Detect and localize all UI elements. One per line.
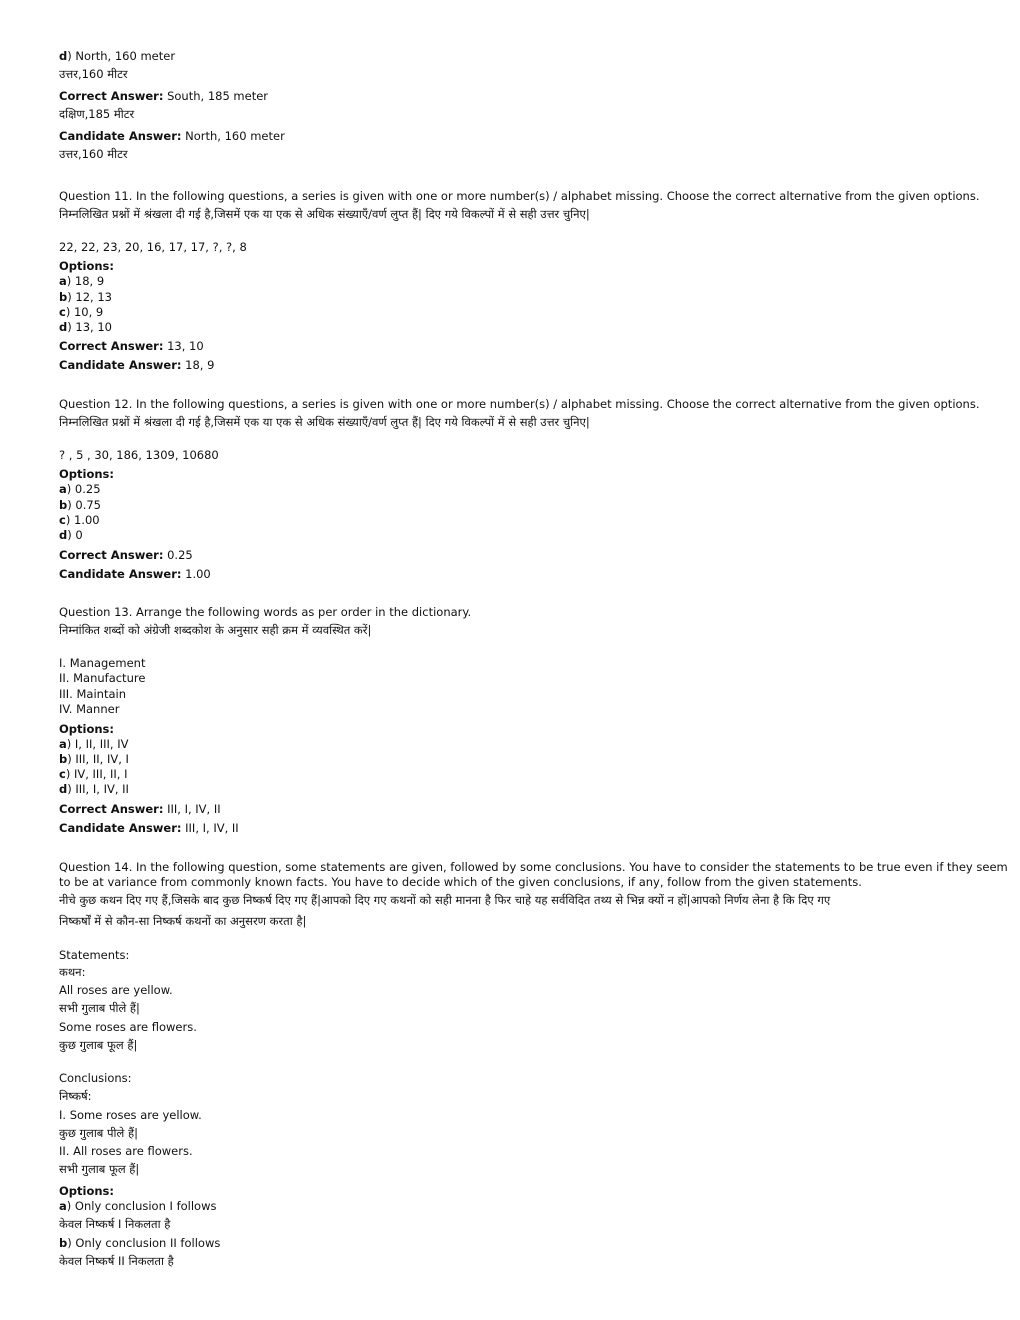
q11-correct-answer bbox=[59, 338, 204, 354]
q14-statement-hindi: कुछ गुलाब फूल हैं| bbox=[59, 1038, 138, 1052]
option-letter: d bbox=[59, 49, 68, 63]
option-text: ) 0.75 bbox=[67, 498, 101, 512]
correct-value: 13, 10 bbox=[163, 339, 204, 353]
option-text: ) IV, III, II, I bbox=[65, 767, 128, 781]
correct-label: Correct Answer: bbox=[59, 548, 164, 562]
q13-option-d bbox=[59, 781, 129, 797]
q11-candidate-answer bbox=[59, 357, 214, 373]
correct-value: 0.25 bbox=[163, 548, 193, 562]
q13-question-hindi: निम्नांकित शब्दों को अंग्रेजी शब्दकोश के अनुसार सही क्रम में व्यवस्थित करें| bbox=[59, 623, 372, 637]
correct-value: South, 185 meter bbox=[163, 89, 269, 103]
correct-label: Correct Answer: bbox=[59, 339, 164, 353]
option-letter: c bbox=[59, 767, 66, 781]
q10-correct-answer-hindi: दक्षिण,185 मीटर bbox=[59, 107, 135, 121]
option-letter: c bbox=[59, 305, 66, 319]
q13-options-label: Options: bbox=[59, 722, 114, 736]
q14-statement: Some roses are flowers. bbox=[59, 1020, 197, 1034]
candidate-label: Candidate Answer: bbox=[59, 821, 182, 835]
q14-option-b bbox=[59, 1235, 220, 1251]
q13-correct-answer bbox=[59, 801, 221, 817]
q12-question: Question 12. In the following questions, a series is given with one or more number(s) / alphabet missing. Choose the correct alternative from the given options. bbox=[59, 397, 980, 411]
q12-option-b bbox=[59, 497, 101, 513]
option-text: ) III, I, IV, II bbox=[67, 782, 129, 796]
candidate-label: Candidate Answer: bbox=[59, 567, 182, 581]
q12-correct-answer bbox=[59, 547, 193, 563]
q14-option-b-hindi: केवल निष्कर्ष II निकलता है bbox=[59, 1254, 174, 1268]
q10-correct-answer bbox=[59, 88, 268, 104]
option-text: ) III, II, IV, I bbox=[67, 752, 129, 766]
option-letter: b bbox=[59, 1236, 68, 1250]
q12-options-label: Options: bbox=[59, 467, 114, 481]
q14-question-hindi-cont: निष्कर्षों में से कौन-सा निष्कर्ष कथनों का अनुसरण करता है| bbox=[59, 914, 307, 928]
q10-candidate-answer bbox=[59, 128, 285, 144]
q14-conclusion-hindi: कुछ गुलाब पीले हैं| bbox=[59, 1126, 138, 1140]
option-letter: b bbox=[59, 498, 68, 512]
q11-series: 22, 22, 23, 20, 16, 17, 17, ?, ?, 8 bbox=[59, 240, 247, 254]
q10-option-d-hindi: उत्तर,160 मीटर bbox=[59, 67, 128, 81]
q12-option-d bbox=[59, 527, 83, 543]
q14-statement: All roses are yellow. bbox=[59, 983, 173, 997]
q11-question: Question 11. In the following questions, a series is given with one or more number(s) / alphabet missing. Choose the correct alternative from the given options. bbox=[59, 189, 980, 203]
q13-option-b bbox=[59, 751, 129, 767]
q14-conclusion: II. All roses are flowers. bbox=[59, 1144, 193, 1158]
q14-conclusion-hindi: सभी गुलाब फूल हैं| bbox=[59, 1162, 140, 1176]
option-letter: a bbox=[59, 737, 67, 751]
option-text: ) 18, 9 bbox=[66, 274, 105, 288]
option-letter: b bbox=[59, 290, 68, 304]
candidate-label: Candidate Answer: bbox=[59, 358, 182, 372]
q14-statements-label: Statements: bbox=[59, 948, 130, 962]
option-text: ) 13, 10 bbox=[67, 320, 112, 334]
option-letter: a bbox=[59, 1199, 67, 1213]
q11-question-hindi: निम्नलिखित प्रश्नों में श्रंखला दी गई है,जिसमें एक या एक से अधिक संख्याएँ/वर्ण लुप्त हैं| दिए गये विकल्पों में से सही उत्तर चुनिए| bbox=[59, 207, 590, 221]
q13-candidate-answer bbox=[59, 820, 239, 836]
option-letter: a bbox=[59, 482, 67, 496]
q12-option-a bbox=[59, 481, 101, 497]
q13-option-a bbox=[59, 736, 128, 752]
option-text: ) 0.25 bbox=[66, 482, 101, 496]
option-letter: d bbox=[59, 528, 68, 542]
q12-candidate-answer bbox=[59, 566, 211, 582]
correct-value: III, I, IV, II bbox=[163, 802, 221, 816]
q14-statement-hindi: सभी गुलाब पीले हैं| bbox=[59, 1001, 140, 1015]
candidate-value: 18, 9 bbox=[181, 358, 215, 372]
candidate-value: III, I, IV, II bbox=[181, 821, 239, 835]
option-letter: b bbox=[59, 752, 68, 766]
option-letter: d bbox=[59, 320, 68, 334]
q14-option-a-hindi: केवल निष्कर्ष I निकलता है bbox=[59, 1217, 171, 1231]
q14-option-a bbox=[59, 1198, 216, 1214]
option-letter: c bbox=[59, 513, 66, 527]
candidate-label: Candidate Answer: bbox=[59, 129, 182, 143]
option-letter: d bbox=[59, 782, 68, 796]
q14-options-label: Options: bbox=[59, 1184, 114, 1198]
q11-option-b bbox=[59, 289, 112, 305]
option-text: ) North, 160 meter bbox=[67, 49, 176, 63]
option-letter: a bbox=[59, 274, 67, 288]
correct-label: Correct Answer: bbox=[59, 802, 164, 816]
q10-option-d bbox=[59, 48, 175, 64]
option-text: ) 12, 13 bbox=[67, 290, 112, 304]
q13-word: II. Manufacture bbox=[59, 671, 146, 685]
correct-label: Correct Answer: bbox=[59, 89, 164, 103]
q14-conclusions-label: Conclusions: bbox=[59, 1071, 132, 1085]
option-text: ) 0 bbox=[67, 528, 83, 542]
q14-conclusions-label-hindi: निष्कर्ष: bbox=[59, 1089, 92, 1103]
q11-option-d bbox=[59, 319, 112, 335]
q14-question-hindi: नीचे कुछ कथन दिए गए हैं,जिसके बाद कुछ निष्कर्ष दिए गए हैं|आपको दिए गए कथनों को सही मानना है फिर चाहे यह सर्वविदित तथ्य से भिन्न क्यों न हों|आपको निर्णय लेना है कि दिए गए bbox=[59, 893, 831, 907]
q13-word: III. Maintain bbox=[59, 687, 126, 701]
candidate-value: North, 160 meter bbox=[181, 129, 285, 143]
q14-question: Question 14. In the following question, some statements are given, followed by some conclusions. You have to consider the statements to be true even if they seem bbox=[59, 860, 1008, 874]
q12-question-hindi: निम्नलिखित प्रश्नों में श्रंखला दी गई है,जिसमें एक या एक से अधिक संख्याएँ/वर्ण लुप्त हैं| दिए गये विकल्पों में से सही उत्तर चुनिए| bbox=[59, 415, 590, 429]
q12-series: ? , 5 , 30, 186, 1309, 10680 bbox=[59, 448, 219, 462]
q10-candidate-answer-hindi: उत्तर,160 मीटर bbox=[59, 147, 128, 161]
option-text: ) I, II, III, IV bbox=[66, 737, 129, 751]
q11-options-label: Options: bbox=[59, 259, 114, 273]
q11-option-a bbox=[59, 273, 104, 289]
q12-option-c bbox=[59, 512, 100, 528]
q14-question-cont: to be at variance from commonly known facts. You have to decide which of the given conclusions, if any, follow from the given statements. bbox=[59, 875, 862, 889]
option-text: ) Only conclusion I follows bbox=[66, 1199, 217, 1213]
q13-word: IV. Manner bbox=[59, 702, 120, 716]
option-text: ) Only conclusion II follows bbox=[67, 1236, 221, 1250]
q13-option-c bbox=[59, 766, 128, 782]
q13-word: I. Management bbox=[59, 656, 146, 670]
q14-conclusion: I. Some roses are yellow. bbox=[59, 1108, 202, 1122]
q13-question: Question 13. Arrange the following words as per order in the dictionary. bbox=[59, 605, 472, 619]
option-text: ) 1.00 bbox=[65, 513, 100, 527]
candidate-value: 1.00 bbox=[181, 567, 211, 581]
option-text: ) 10, 9 bbox=[65, 305, 104, 319]
q14-statements-label-hindi: कथन: bbox=[59, 965, 86, 979]
q11-option-c bbox=[59, 304, 103, 320]
